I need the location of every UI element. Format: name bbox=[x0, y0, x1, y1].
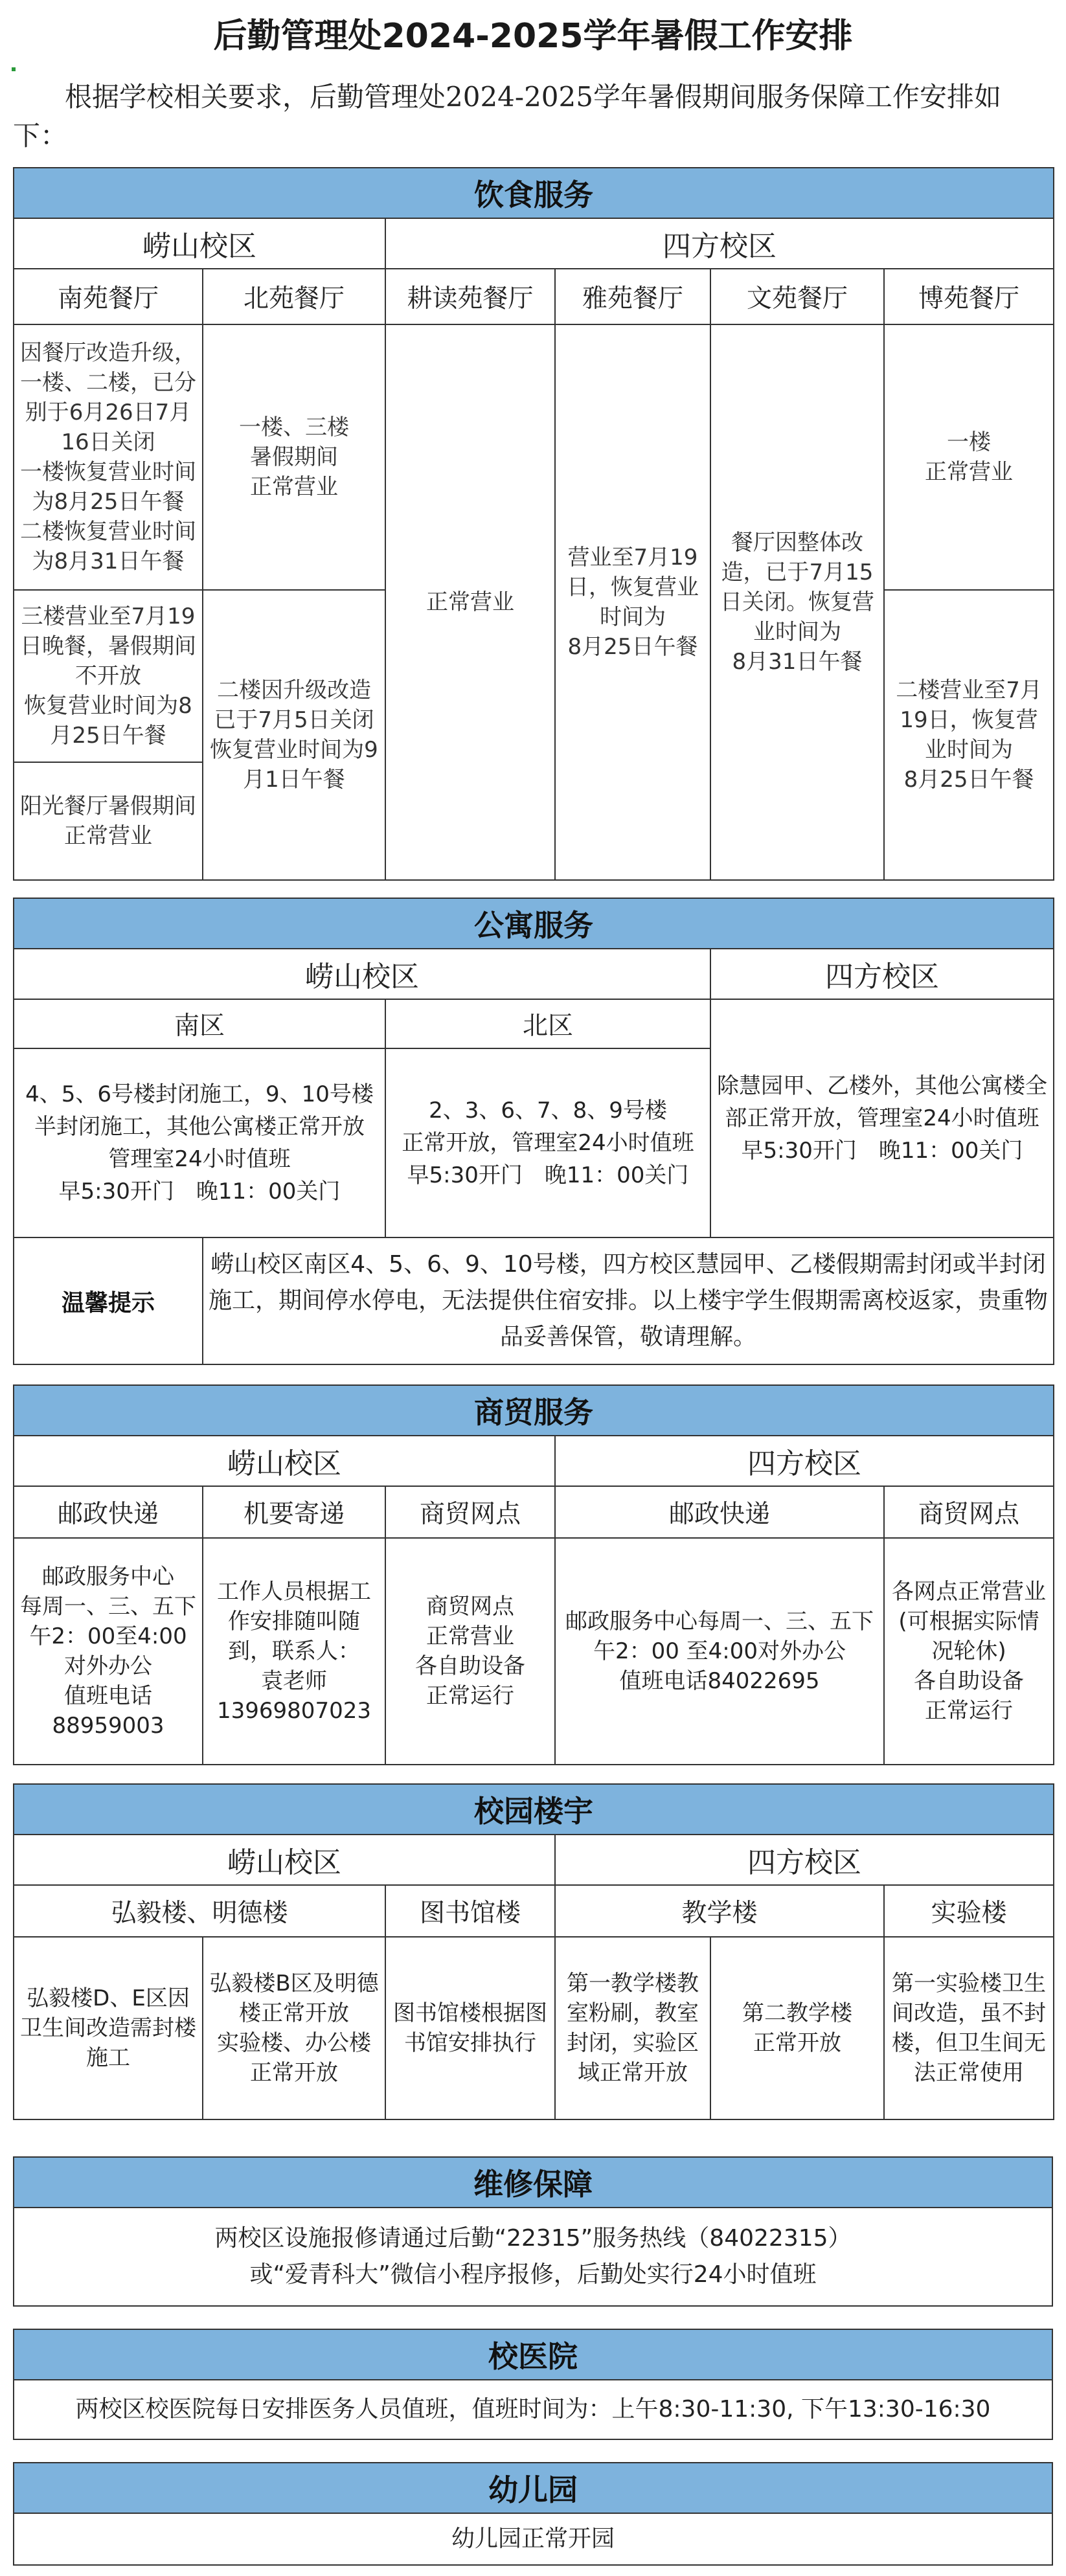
beiyuan-floor13: 一楼、三楼 暑假期间 正常营业 bbox=[203, 324, 385, 590]
shops-sifang-status: 各网点正常营业(可根据实际情况轮休) 各自助设备 正常运行 bbox=[884, 1538, 1054, 1765]
buildings-campus-sifang: 四方校区 bbox=[555, 1835, 1054, 1885]
col-postal-sifang: 邮政快递 bbox=[555, 1486, 884, 1538]
shops-laoshan-status: 商贸网点 正常营业 各自助设备 正常运行 bbox=[385, 1538, 555, 1765]
intro-paragraph: 根据学校相关要求，后勤管理处2024-2025学年暑假期间服务保障工作安排如下： bbox=[13, 81, 1001, 152]
col-yayuan: 雅苑餐厅 bbox=[555, 269, 710, 324]
commerce-header: 商贸服务 bbox=[14, 1385, 1054, 1436]
cell-marker bbox=[12, 67, 16, 71]
col-nanyuan: 南苑餐厅 bbox=[14, 269, 203, 324]
beiyuan-floor2: 二楼因升级改造已于7月5日关闭 恢复营业时间为9月1日午餐 bbox=[203, 590, 385, 880]
commerce-campus-sifang: 四方校区 bbox=[555, 1436, 1054, 1486]
nanyuan-floor12: 因餐厅改造升级，一楼、二楼，已分别于6月26日7月16日关闭 一楼恢复营业时间为8月25日午餐 二楼恢复营业时间为8月31日午餐 bbox=[14, 324, 203, 590]
lab-status: 第一实验楼卫生间改造，虽不封楼，但卫生间无法正常使用 bbox=[884, 1937, 1054, 2119]
south-apartment-status: 4、5、6号楼封闭施工，9、10号楼半封闭施工，其他公寓楼正常开放 管理室24小时值班 早5:30开门 晚11：00关门 bbox=[14, 1048, 385, 1237]
commerce-table bbox=[13, 1384, 1054, 1765]
col-postal-laoshan: 邮政快递 bbox=[14, 1486, 203, 1538]
col-boyuan: 博苑餐厅 bbox=[884, 269, 1054, 324]
col-teaching: 教学楼 bbox=[555, 1885, 884, 1937]
tip-text: 崂山校区南区4、5、6、9、10号楼，四方校区慧园甲、乙楼假期需封闭或半封闭施工，期间停水停电，无法提供住宿安排。以上楼宇学生假期需离校返家，贵重物品妥善保管，敬请理解。 bbox=[203, 1237, 1054, 1364]
dining-header: 饮食服务 bbox=[14, 168, 1054, 218]
apartment-campus-laoshan: 崂山校区 bbox=[14, 949, 710, 999]
col-lab: 实验楼 bbox=[884, 1885, 1054, 1937]
commerce-campus-laoshan: 崂山校区 bbox=[14, 1436, 555, 1486]
gengdu-status: 正常营业 bbox=[385, 324, 555, 880]
apartment-header: 公寓服务 bbox=[14, 898, 1054, 949]
col-library: 图书馆楼 bbox=[385, 1885, 555, 1937]
page-title: 后勤管理处2024-2025学年暑假工作安排 bbox=[213, 17, 853, 56]
yayuan-status: 营业至7月19日，恢复营业时间为 8月25日午餐 bbox=[555, 324, 710, 880]
col-wenyuan: 文苑餐厅 bbox=[710, 269, 884, 324]
north-apartment-status: 2、3、6、7、8、9号楼 正常开放，管理室24小时值班 早5:30开门 晚11：00关门 bbox=[385, 1048, 710, 1237]
col-confidential-mail: 机要寄递 bbox=[203, 1486, 385, 1538]
repair-text: 两校区设施报修请通过后勤“22315”服务热线（84022315） 或“爱青科大”微信小程序报修，后勤处实行24小时值班 bbox=[14, 2208, 1052, 2306]
nanyuan-floor3: 三楼营业至7月19日晚餐，暑假期间不开放 恢复营业时间为8月25日午餐 bbox=[14, 590, 203, 762]
apartment-table bbox=[13, 898, 1054, 1365]
dining-campus-sifang: 四方校区 bbox=[385, 218, 1054, 269]
boyuan-floor2: 二楼营业至7月19日，恢复营业时间为 8月25日午餐 bbox=[884, 590, 1054, 880]
wenyuan-status: 餐厅因整体改造，已于7月15日关闭。恢复营业时间为 8月31日午餐 bbox=[710, 324, 884, 880]
confidential-mail-status: 工作人员根据工作安排随叫随到，联系人： 袁老师 13969807023 bbox=[203, 1538, 385, 1765]
kindergarten-header: 幼儿园 bbox=[14, 2463, 1052, 2513]
postal-sifang-status: 邮政服务中心每周一、三、五下午2：00 至4:00对外办公 值班电话84022695 bbox=[555, 1538, 884, 1765]
kindergarten-table bbox=[13, 2462, 1053, 2566]
buildings-table bbox=[13, 1783, 1054, 2120]
hospital-text: 两校区校医院每日安排医务人员值班，值班时间为：上午8:30-11:30, 下午13:30-16:30 bbox=[14, 2380, 1052, 2439]
col-hongyi-mingde: 弘毅楼、明德楼 bbox=[14, 1885, 385, 1937]
nanyuan-sunshine: 阳光餐厅暑假期间正常营业 bbox=[14, 762, 203, 880]
hospital-header: 校医院 bbox=[14, 2329, 1052, 2380]
col-north: 北区 bbox=[385, 999, 710, 1048]
buildings-header: 校园楼宇 bbox=[14, 1784, 1054, 1835]
col-beiyuan: 北苑餐厅 bbox=[203, 269, 385, 324]
col-shops-sifang: 商贸网点 bbox=[884, 1486, 1054, 1538]
repair-header: 维修保障 bbox=[14, 2157, 1052, 2208]
hongyi-de-status: 弘毅楼D、E区因卫生间改造需封楼施工 bbox=[14, 1937, 203, 2119]
col-shops-laoshan: 商贸网点 bbox=[385, 1486, 555, 1538]
library-status: 图书馆楼根据图书馆安排执行 bbox=[385, 1937, 555, 2119]
buildings-campus-laoshan: 崂山校区 bbox=[14, 1835, 555, 1885]
hongyi-b-mingde-status: 弘毅楼B区及明德楼正常开放 实验楼、办公楼正常开放 bbox=[203, 1937, 385, 2119]
repair-table bbox=[13, 2156, 1053, 2307]
postal-laoshan-status: 邮政服务中心 每周一、三、五下午2：00至4:00对外办公 值班电话 88959003 bbox=[14, 1538, 203, 1765]
sifang-apartment-status: 除慧园甲、乙楼外，其他公寓楼全部正常开放，管理室24小时值班 早5:30开门 晚11：00关门 bbox=[710, 999, 1054, 1237]
apartment-campus-sifang: 四方校区 bbox=[710, 949, 1054, 999]
kindergarten-text: 幼儿园正常开园 bbox=[14, 2513, 1052, 2565]
teaching-1-status: 第一教学楼教室粉刷，教室封闭，实验区域正常开放 bbox=[555, 1937, 710, 2119]
col-south: 南区 bbox=[14, 999, 385, 1048]
col-gengdu: 耕读苑餐厅 bbox=[385, 269, 555, 324]
dining-campus-laoshan: 崂山校区 bbox=[14, 218, 385, 269]
dining-table bbox=[13, 167, 1054, 881]
boyuan-floor1: 一楼 正常营业 bbox=[884, 324, 1054, 590]
tip-label: 温馨提示 bbox=[14, 1237, 203, 1364]
teaching-2-status: 第二教学楼 正常开放 bbox=[710, 1937, 884, 2119]
hospital-table bbox=[13, 2329, 1053, 2440]
